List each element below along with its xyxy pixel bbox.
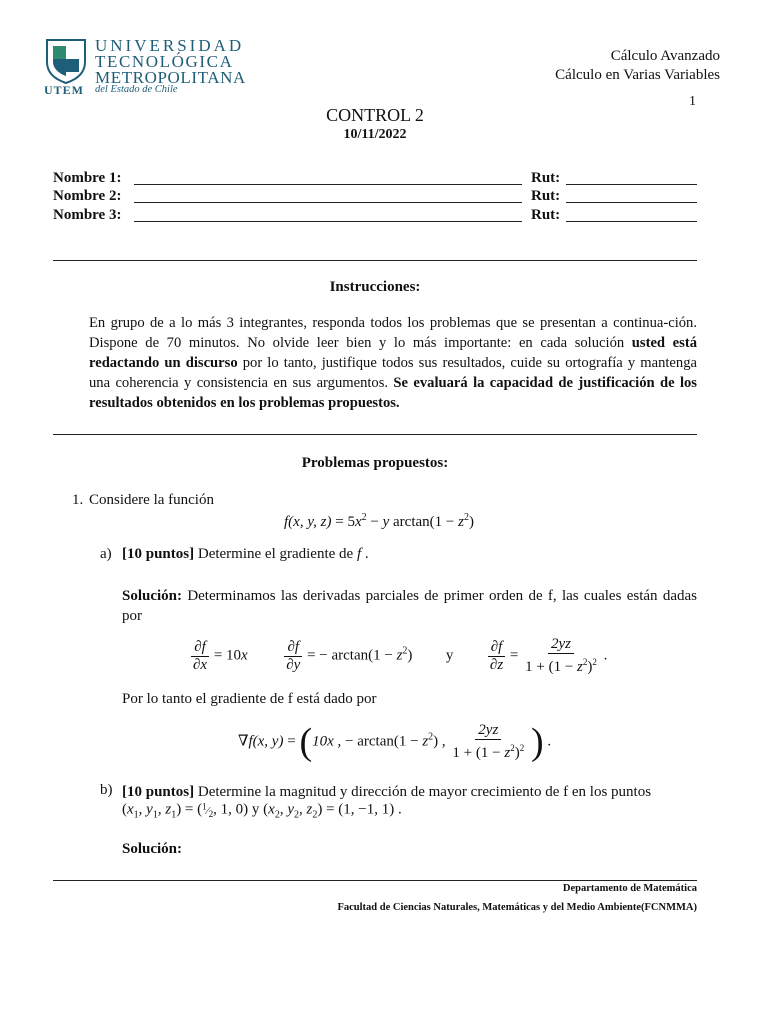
divider-footer (53, 880, 697, 881)
nombre-1-label: Nombre 1: (53, 170, 122, 186)
footer-department: Departamento de Matemática (562, 883, 697, 894)
rut-3-label: Rut: (531, 207, 561, 223)
instructions-bold-2: Se evaluará la capacidad de justificación de los resultados obtenidos en los problemas propuestos. (89, 375, 697, 411)
partial-derivatives: $\frac{\partial f}{\partial x}$ = 10x $\frac{\partial f}{\partial y}$ = − $\arctan(1 - z^2)$ y $\frac{\partial f}{\partial z}$ = $\frac{2yz}{1 + (1 - z^2)^2}$ . (193, 636, 608, 675)
gradient-formula: ∇f(x, y) = (10x , − $\arctan(1 - z^2)$ , $\frac{2yz}{1 + (1 - z^2)^2}$ ) . (238, 721, 552, 763)
course-name: Cálculo Avanzado (610, 48, 720, 64)
part-a-points: [10 puntos] (122, 546, 195, 562)
logo-line-universidad: UNIVERSIDAD (95, 36, 245, 55)
gradient-intro: Por lo tanto el gradiente de f está dado por (122, 691, 377, 707)
part-a-solution (122, 586, 697, 626)
part-b-statement (122, 782, 697, 802)
nombre-3-label: Nombre 3: (53, 207, 122, 223)
divider-top (53, 260, 697, 261)
rut-2-label: Rut: (531, 188, 561, 204)
logo-line-metropolitana: METROPOLITANA (95, 68, 246, 87)
rut-1-label: Rut: (531, 170, 561, 186)
rut-1-field[interactable] (566, 184, 697, 185)
utem-shield-icon (45, 38, 87, 84)
rut-2-field[interactable] (566, 202, 697, 203)
conjunction-y: y (445, 647, 454, 664)
part-b-label: b) (100, 782, 113, 798)
problem-1-number: 1. (72, 492, 84, 508)
nombre-3-field[interactable] (134, 221, 522, 222)
part-a-label: a) (100, 546, 112, 562)
course-subtitle: Cálculo en Varias Variables (555, 67, 720, 83)
logo-line-tecnologica: TECNOLÓGICA (95, 52, 234, 71)
part-b-text: Determine la magnitud y dirección de mayor crecimiento de f en los puntos (194, 784, 652, 800)
exam-date: 10/11/2022 (343, 127, 407, 142)
instructions-body (89, 313, 697, 413)
instructions-heading: Instrucciones: (329, 279, 421, 295)
logo-abbr: UTEM (44, 83, 84, 97)
nombre-2-field[interactable] (134, 202, 522, 203)
nombre-1-field[interactable] (134, 184, 522, 185)
function-definition: f(x, y, $z) = 5x^2 - y$ $\arctan(1 - z^2)$ (284, 512, 474, 530)
nombre-2-label: Nombre 2: (53, 188, 122, 204)
part-a-solution-text: Determinamos las derivadas parciales de primer orden de f, las cuales están dadas por (122, 588, 697, 624)
part-a-statement: [10 puntos] Determine el gradiente de f . (122, 546, 369, 562)
divider-middle (53, 434, 697, 435)
problems-heading: Problemas propuestos: (301, 455, 449, 471)
part-a-solution-label: Solución: (122, 588, 183, 604)
instructions-bold-1: usted está redactando un discurso (89, 335, 697, 371)
logo-tagline: del Estado de Chile (95, 84, 178, 95)
problem-1-intro: Considere la función (89, 492, 214, 508)
instructions-text-2: por lo tanto, justifique todos sus resultados, cuide su ortografía y mantenga una coherencia y consistencia en sus argumentos. (89, 355, 697, 391)
part-a-text: Determine el gradiente de (194, 546, 357, 562)
page-number: 1 (689, 94, 696, 109)
instructions-text-1: En grupo de a lo más 3 integrantes, responda todos los problemas que se presentan a continua-ción. Dispone de 70 minutos. No olvide leer bien y lo más importante: en cada solución (89, 315, 697, 351)
exam-title: CONTROL 2 (326, 105, 424, 125)
university-logo (44, 38, 284, 100)
part-b-points: [10 puntos] (122, 784, 195, 800)
rut-3-field[interactable] (566, 221, 697, 222)
footer-faculty: Facultad de Ciencias Naturales, Matemáticas y del Medio Ambiente(FCNMMA) (337, 902, 697, 913)
part-b-solution-label: Solución: (122, 841, 183, 857)
part-b-points-math: ($x_1$, $y_1$, $z_1$) = ($^1⁄_2$, 1, 0) y ($x_2$, $y_2$, $z_2) = (1$, −1, 1) . (122, 801, 402, 821)
